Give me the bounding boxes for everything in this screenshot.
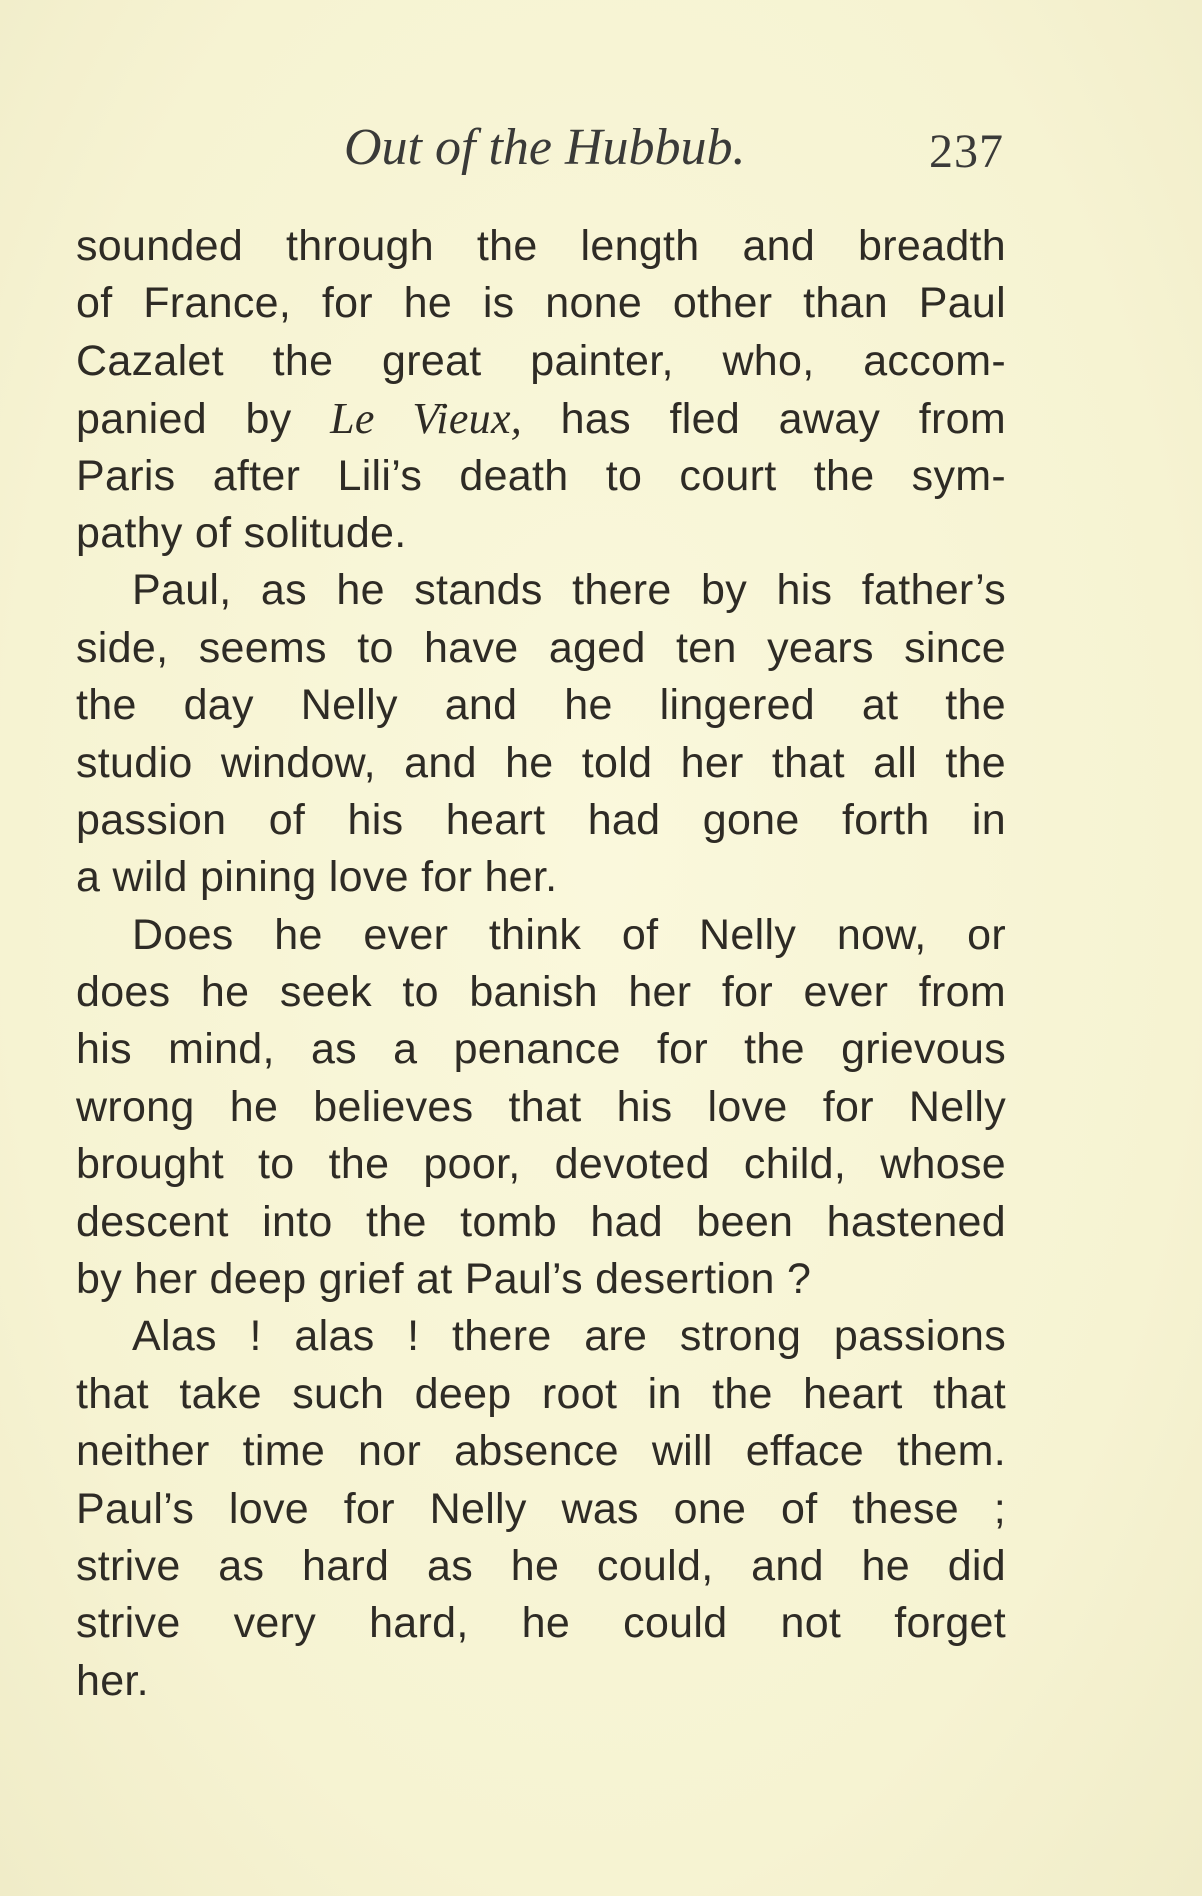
text-line: brought to the poor, devoted child, whose bbox=[76, 1140, 1006, 1189]
text-line: Alas ! alas ! there are strong passions bbox=[132, 1312, 1006, 1361]
text-line-with-italic bbox=[76, 390, 1006, 447]
text-line: his mind, as a penance for the grievous bbox=[76, 1025, 1006, 1074]
text-run: has fled away from bbox=[522, 395, 1007, 444]
text-line: wrong he believes that his love for Nelly bbox=[76, 1082, 1006, 1131]
body-text bbox=[76, 218, 1006, 1710]
text-line: Cazalet the great painter, who, accom- bbox=[76, 336, 1006, 385]
italic-text-run: Le Vieux, bbox=[330, 394, 523, 444]
text-line: sounded through the length and breadth bbox=[76, 222, 1006, 270]
text-line: strive very hard, he could not forget bbox=[76, 1599, 1006, 1648]
text-line: Paul, as he stands there by his father’s bbox=[132, 566, 1006, 615]
text-line: her. bbox=[76, 1656, 149, 1705]
text-line: that take such deep root in the heart that bbox=[76, 1369, 1006, 1418]
text-run: panied by bbox=[76, 395, 331, 444]
text-line: strive as hard as he could, and he did bbox=[76, 1541, 1006, 1590]
text-line: by her deep grief at Paul’s desertion ? bbox=[76, 1255, 812, 1304]
text-line: studio window, and he told her that all the bbox=[76, 738, 1006, 787]
text-line: a wild pining love for her. bbox=[76, 853, 558, 902]
text-line: Paul’s love for Nelly was one of these ; bbox=[76, 1484, 1006, 1533]
text-line: the day Nelly and he lingered at the bbox=[76, 681, 1006, 730]
text-line: descent into the tomb had been hastened bbox=[76, 1197, 1006, 1246]
text-line: of France, for he is none other than Paul bbox=[76, 279, 1006, 328]
running-title: Out of the Hubbub. bbox=[344, 119, 746, 176]
text-line: Does he ever think of Nelly now, or bbox=[132, 910, 1006, 959]
text-line: does he seek to banish her for ever from bbox=[76, 968, 1006, 1017]
text-line: passion of his heart had gone forth in bbox=[76, 795, 1006, 844]
text-line: neither time nor absence will efface them. bbox=[76, 1427, 1006, 1476]
text-line: Paris after Lili’s death to court the sym- bbox=[76, 451, 1006, 500]
text-line: pathy of solitude. bbox=[76, 508, 407, 557]
page-header bbox=[76, 118, 1010, 188]
page-number: 237 bbox=[929, 125, 1004, 178]
text-line: side, seems to have aged ten years since bbox=[76, 623, 1006, 672]
